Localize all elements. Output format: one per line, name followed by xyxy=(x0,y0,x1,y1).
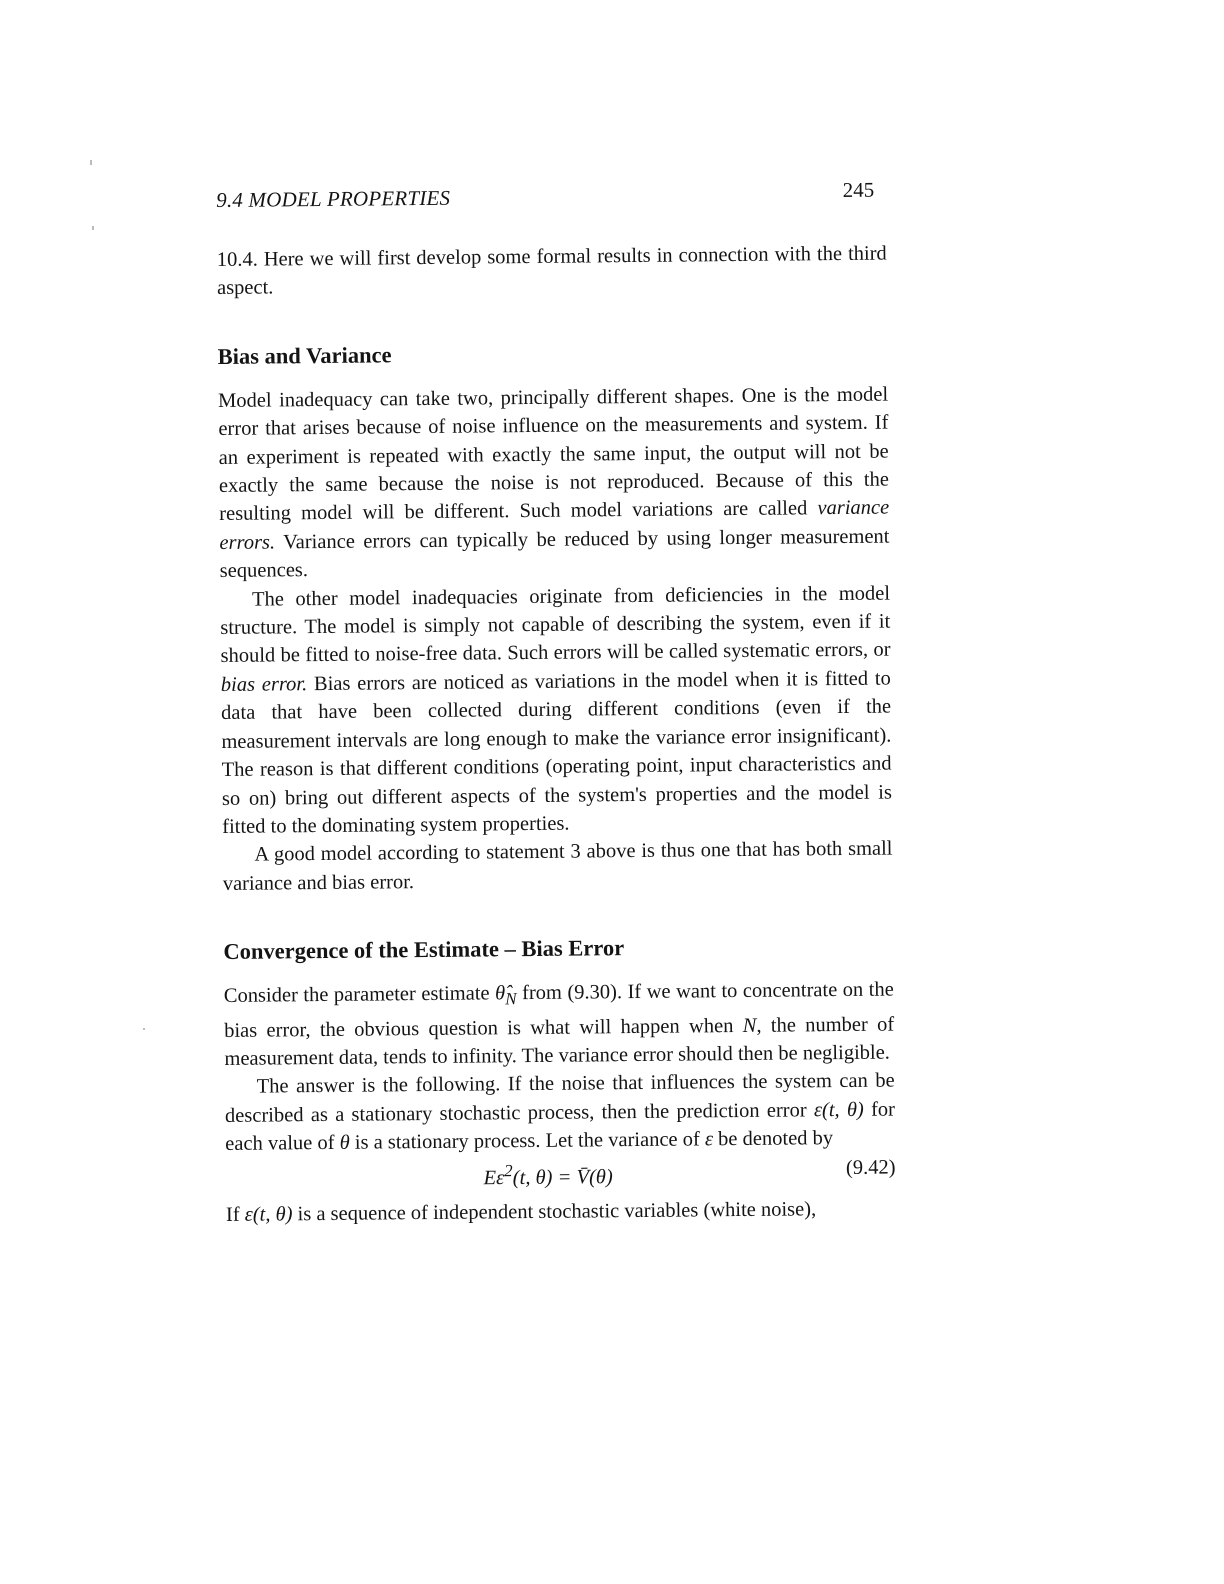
math-theta: θ xyxy=(339,1132,350,1155)
math-N: N xyxy=(742,1014,757,1037)
paragraph-text: be denoted by xyxy=(712,1127,834,1151)
section-heading-bias-variance: Bias and Variance xyxy=(217,342,392,369)
paragraph-text: is a sequence of independent stochastic variables (white noise), xyxy=(292,1197,817,1225)
equation-body xyxy=(483,1155,613,1193)
scan-speck xyxy=(92,226,94,230)
math-estimate xyxy=(494,982,517,1009)
paragraph-text: Consider the parameter estimate xyxy=(223,982,496,1008)
running-head xyxy=(216,174,886,220)
paragraph xyxy=(225,1067,896,1159)
paragraph-text: Bias errors are noticed as variations in the model when it is fitted to data that have been collected during different conditions (even if the measurement intervals are long enough to make the variance error insignificant). The reason is that different conditions (operating point, input characteristics and so on) bring out different aspects of the system's properties and the model is fitted to the dominating system properties. xyxy=(221,667,893,838)
paragraph xyxy=(226,1194,896,1229)
paragraph xyxy=(224,976,895,1074)
term-variance-errors: variance errors. xyxy=(219,496,890,554)
equation-power: 2 xyxy=(504,1160,513,1180)
section-heading-convergence: Convergence of the Estimate – Bias Error xyxy=(223,935,625,965)
math-subscript: N xyxy=(505,989,517,1009)
math-epsilon-expression: ε(t, θ) xyxy=(813,1098,864,1122)
paragraph-text: The other model inadequacies originate from deficiencies in the model structure. The model is simply not capable of describing the system, even if it should be fitted to noise-free data. Such errors will be called systematic errors, or xyxy=(220,582,891,668)
display-equation xyxy=(225,1152,895,1192)
running-head-section: 9.4 MODEL PROPERTIES xyxy=(216,185,451,212)
paragraph xyxy=(220,579,892,841)
paragraph-text: from (9.30). If we want to concentrate on the bias error, the obvious question is what will happen when xyxy=(224,978,894,1042)
equation-lhs: Eε xyxy=(483,1166,505,1189)
page-number: 245 xyxy=(842,177,875,202)
scan-speck xyxy=(143,1028,145,1030)
equation-rhs: V̄(θ) xyxy=(576,1165,613,1189)
paragraph-text: is a stationary process. Let the variance of xyxy=(349,1128,706,1155)
math-epsilon-expression: ε(t, θ) xyxy=(244,1202,293,1226)
paragraph-text: , the number of measurement data, tends to infinity. The variance error should then be negligible. xyxy=(224,1013,895,1070)
paragraph-text: If xyxy=(225,1203,245,1226)
equation-number: (9.42) xyxy=(845,1156,896,1179)
equation-args: (t, θ) = xyxy=(512,1166,577,1189)
math-theta-hat: θ̂ xyxy=(494,982,506,1005)
paragraph-text: Model inadequacy can take two, principally different shapes. One is the model error that arises because of noise influence on the measurements and system. If an experiment is repeated with exactly the same input, the output will not be exactly the same because the noise is not reproduced. Because of this the resulting model will be different. Such model variations are called xyxy=(218,383,890,526)
paragraph-text: Variance errors can typically be reduced by using longer measurement sequences. xyxy=(219,525,890,583)
math-epsilon: ε xyxy=(704,1128,714,1151)
intro-paragraph: 10.4. Here we will first develop some formal results in connection with the third aspect. xyxy=(216,242,887,300)
paragraph-text: The answer is the following. If the noise that influences the system can be described as a stationary stochastic process, then the prediction error xyxy=(224,1069,895,1127)
scan-speck xyxy=(90,160,92,165)
term-bias-error: bias error. xyxy=(220,673,308,696)
paragraph-text: for each value of xyxy=(225,1098,896,1156)
book-page xyxy=(216,174,896,1229)
paragraph: A good model according to statement 3 above is thus one that has both small variance and bias error. xyxy=(222,837,893,895)
paragraph xyxy=(218,380,890,585)
